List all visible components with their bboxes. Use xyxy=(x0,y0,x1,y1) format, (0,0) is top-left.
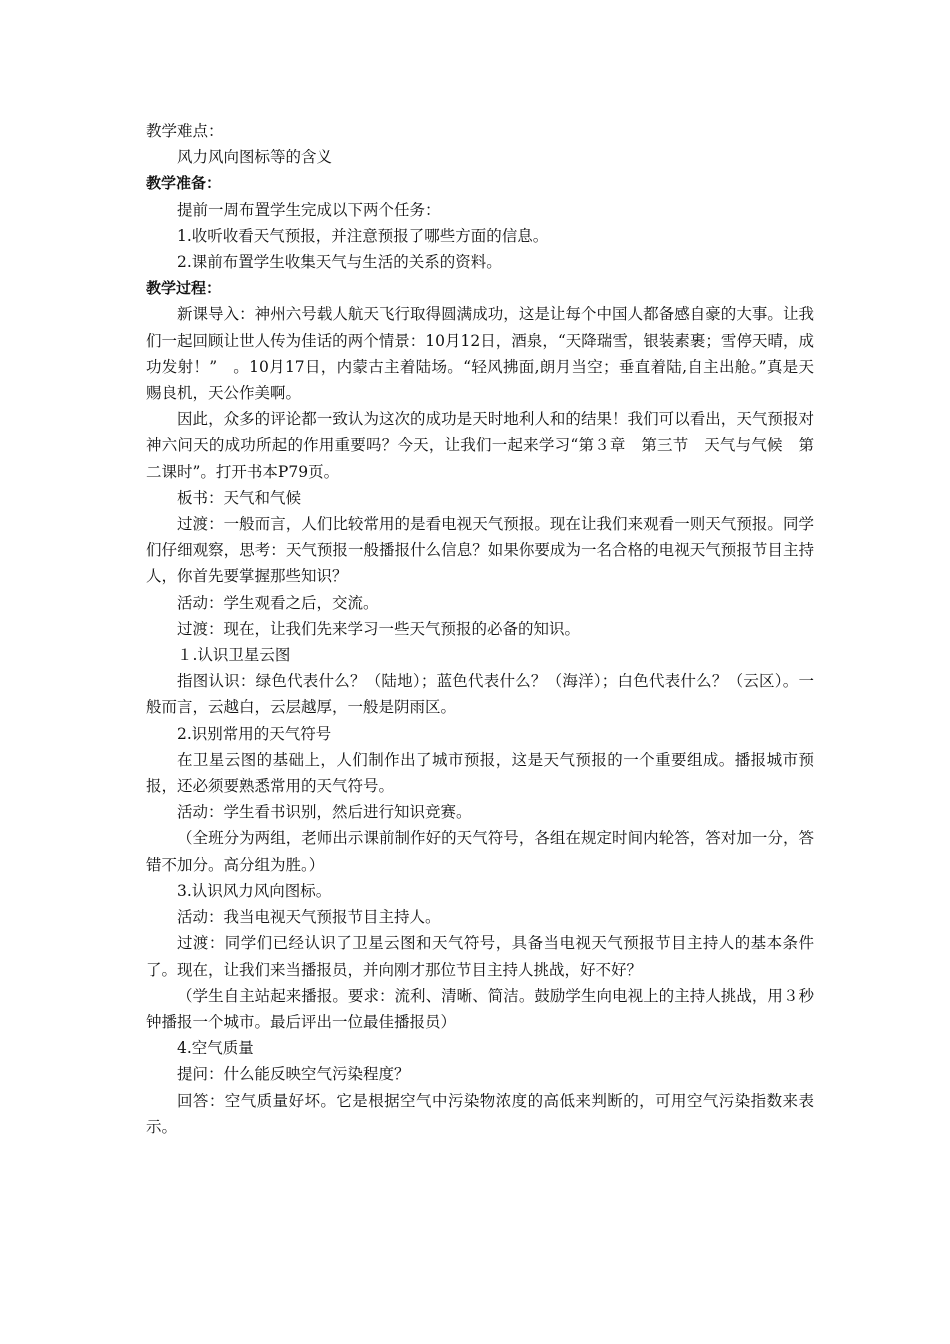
intro-paragraph: 新课导入：神州六号载人航天飞行取得圆满成功，这是让每个中国人都备感自豪的大事。让我们一起回顾让世人传为佳话的两个情景：10月12日，酒泉，“天降瑞雪，银装素裹；雪停天晴，成功发射！” 。10月17日，内蒙古主着陆场。“轻风拂面,朗月当空；垂直着陆,自主出舱。”真是天赐良机，天公作美啊。 xyxy=(146,305,814,403)
section-1-text: 指图认识：绿色代表什么？（陆地）；蓝色代表什么？（海洋）；白色代表什么？（云区）。一般而言，云越白，云层越厚，一般是阴雨区。 xyxy=(146,672,814,717)
section-2-title: 2.识别常用的天气符号 xyxy=(177,724,332,743)
prep-heading: 教学准备： xyxy=(146,174,222,193)
activity-1: 活动：学生观看之后，交流。 xyxy=(177,593,379,612)
section-3-title: 3.认识风力风向图标。 xyxy=(177,881,332,900)
question-text: 提问：什么能反映空气污染程度？ xyxy=(177,1065,410,1084)
section-4-title: 4.空气质量 xyxy=(177,1039,254,1058)
difficulty-heading: 教学难点： xyxy=(146,122,224,140)
prep-item-1: 1.收听收看天气预报，并注意预报了哪些方面的信息。 xyxy=(177,226,549,245)
process-heading: 教学过程： xyxy=(146,279,222,298)
section-2-text: 在卫星云图的基础上，人们制作出了城市预报，这是天气预报的一个重要组成。播报城市预报，还必须要熟悉常用的天气符号。 xyxy=(146,750,814,796)
prep-item-2: 2.课前布置学生收集天气与生活的关系的资料。 xyxy=(177,253,502,272)
difficulty-text: 风力风向图标等的含义 xyxy=(177,148,333,167)
activity-2: 活动：学生看书识别，然后进行知识竞赛。 xyxy=(177,803,472,822)
document-page xyxy=(146,118,814,1140)
section-1-title: １.认识卫星云图 xyxy=(177,646,291,665)
answer-text: 回答：空气质量好坏。它是根据空气中污染物浓度的高低来判断的，可用空气污染指数来表示。 xyxy=(146,1091,814,1136)
transition-3: 过渡：同学们已经认识了卫星云图和天气符号，具备当电视天气预报节目主持人的基本条件了。现在，让我们来当播报员，并向刚才那位节目主持人挑战，好不好？ xyxy=(146,934,814,979)
activity-3-note: （学生自主站起来播报。要求：流利、清晰、简洁。鼓励学生向电视上的主持人挑战，用３秒钟播报一个城市。最后评出一位最佳播报员） xyxy=(146,986,814,1031)
transition-2: 过渡：现在，让我们先来学习一些天气预报的必备的知识。 xyxy=(177,619,581,638)
activity-2-note: （全班分为两组，老师出示课前制作好的天气符号，各组在规定时间内轮答，答对加一分，答错不加分。高分组为胜。） xyxy=(146,829,814,874)
transition-1: 过渡：一般而言，人们比较常用的是看电视天气预报。现在让我们来观看一则天气预报。同学们仔细观察，思考：天气预报一般播报什么信息？如果你要成为一名合格的电视天气预报节目主持人，你首先要掌握那些知识？ xyxy=(146,515,814,586)
therefore-paragraph: 因此，众多的评论都一致认为这次的成功是天时地利人和的结果！我们可以看出，天气预报对神六问天的成功所起的作用重要吗？今天，让我们一起来学习“第３章 第三节 天气与气候 第二课时”。打开书本P79页。 xyxy=(146,410,814,481)
activity-3: 活动：我当电视天气预报节目主持人。 xyxy=(177,908,441,927)
prep-intro: 提前一周布置学生完成以下两个任务： xyxy=(177,200,441,219)
board-text: 板书：天气和气候 xyxy=(177,488,302,507)
